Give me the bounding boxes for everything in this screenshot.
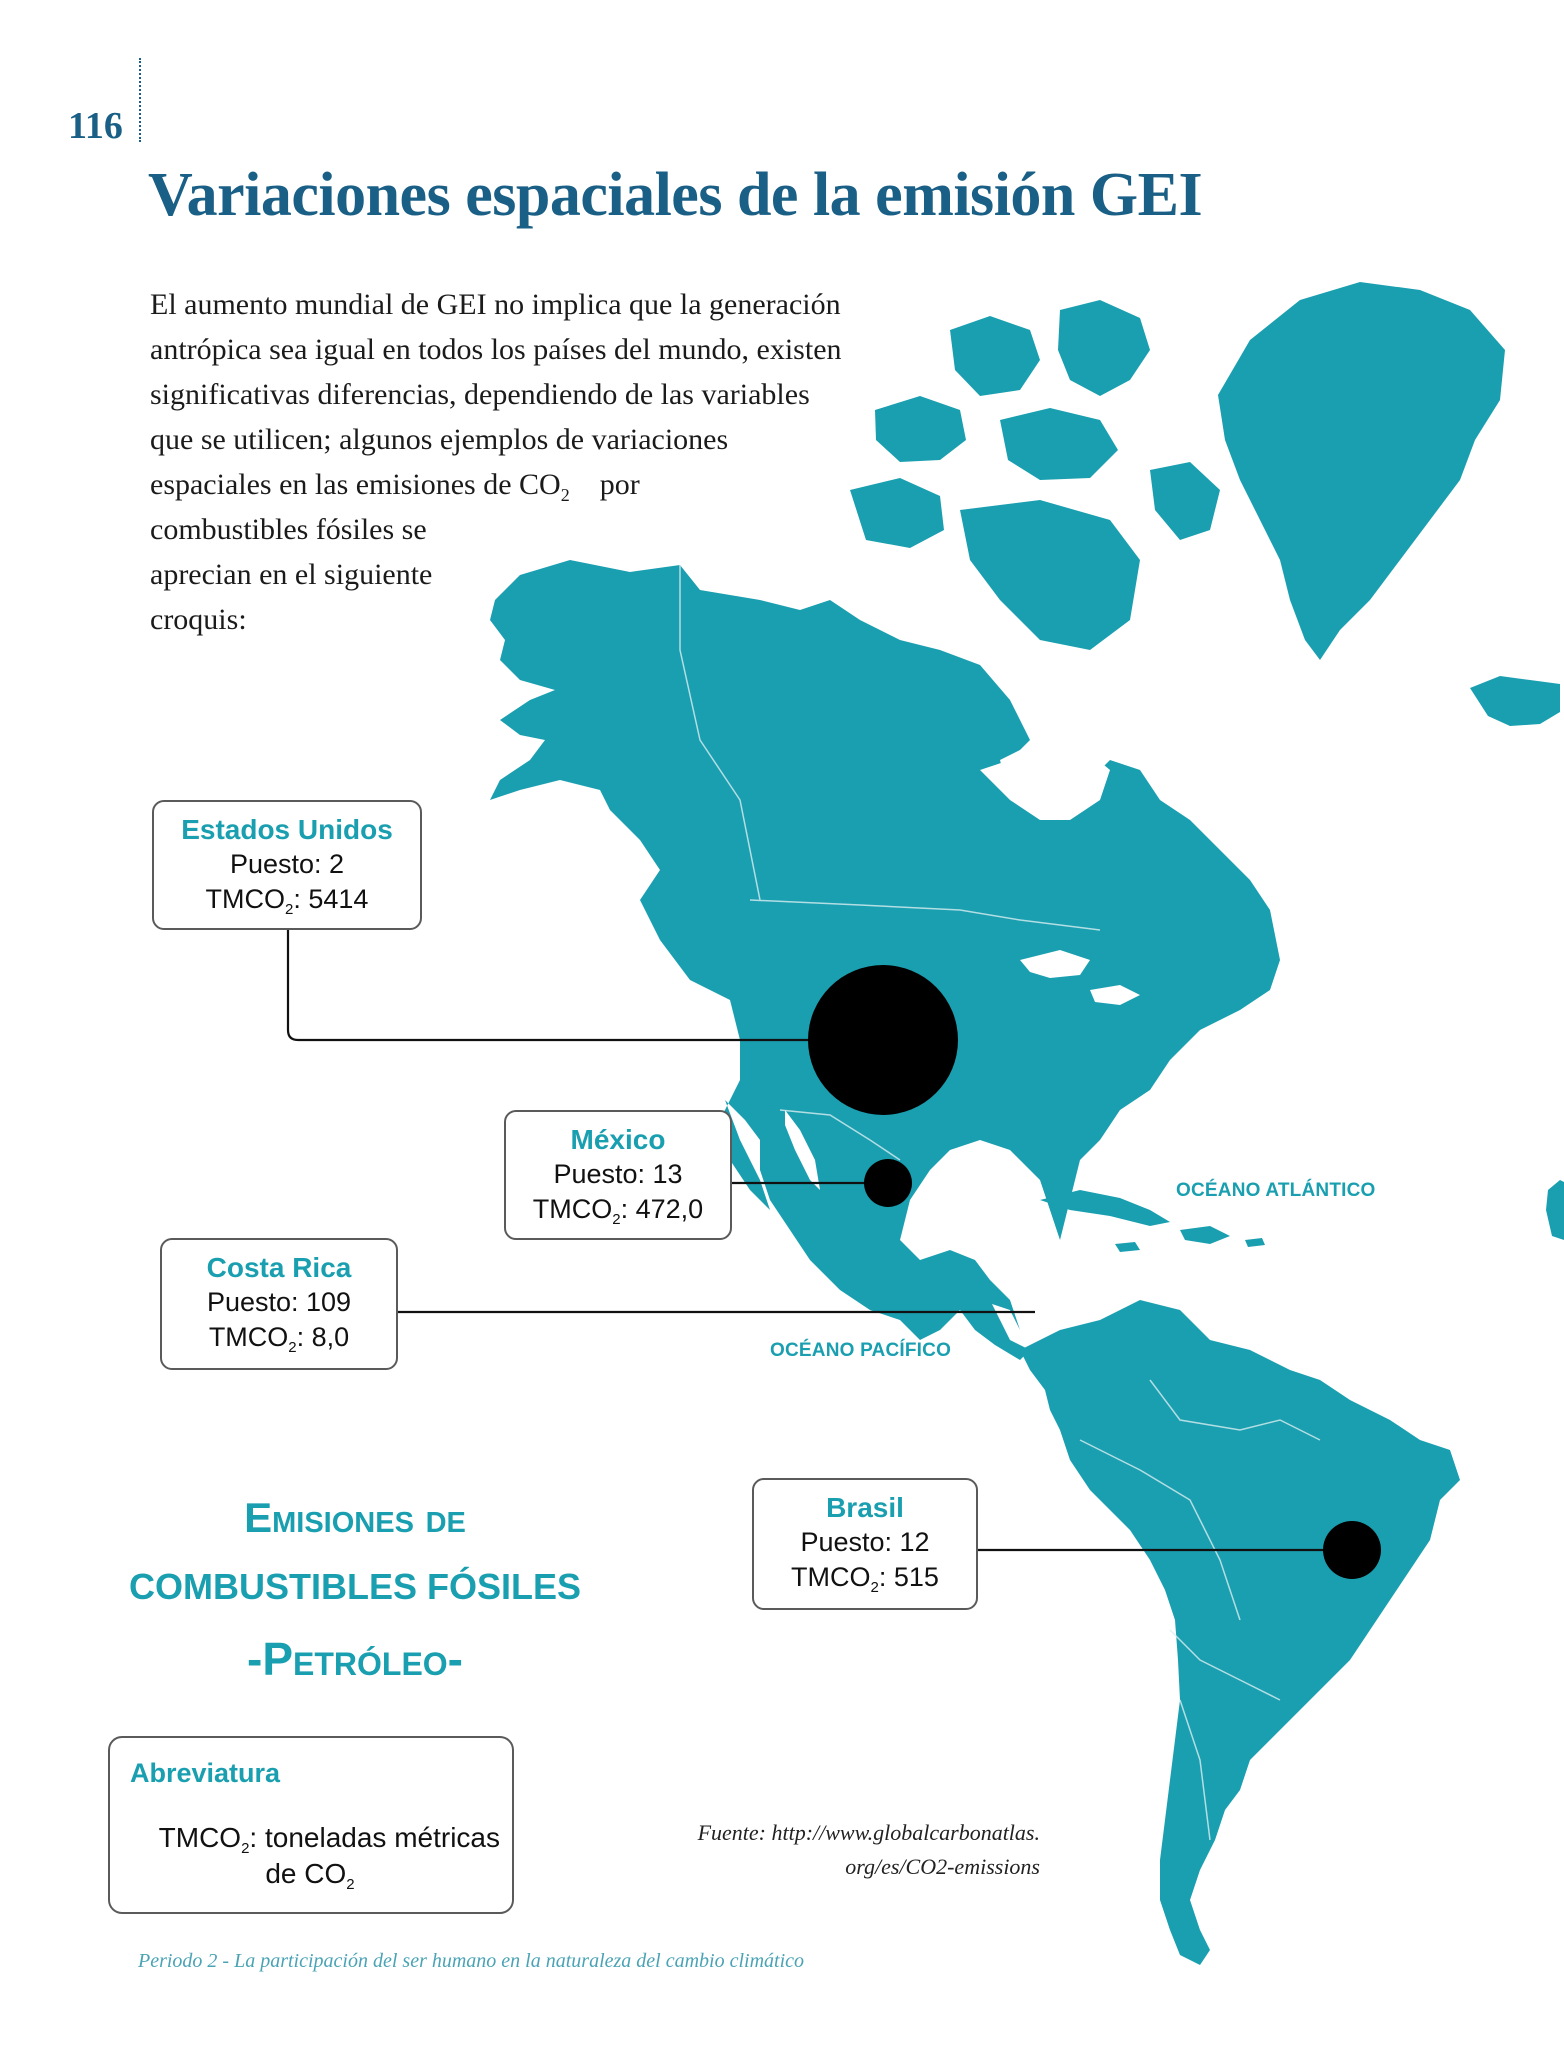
arctic-island [875, 396, 966, 462]
intro-text: por [599, 468, 640, 501]
country-name: Estados Unidos [181, 814, 393, 845]
country-emissions [162, 1320, 396, 1365]
source-citation [698, 1816, 1040, 1884]
source-line: org/es/CO2-emissions [845, 1854, 1040, 1879]
intro-line: significativas diferencias, dependiendo de las variables [150, 378, 810, 411]
metric-value: : 8,0 [296, 1322, 350, 1352]
intro-line: croquis: [150, 603, 247, 636]
metric-value: : 472,0 [620, 1194, 704, 1224]
page-title: Variaciones espaciales de la emisión GEI [148, 161, 1203, 229]
country-box-costa-rica [160, 1238, 398, 1370]
subscript: 2 [560, 485, 570, 505]
intro-line: El aumento mundial de GEI no implica que la generación [150, 288, 841, 321]
intro-text: espaciales en las emisiones de CO [150, 468, 561, 501]
arctic-island [1150, 462, 1220, 540]
page-number: 116 [68, 105, 123, 147]
hispaniola-island [1180, 1226, 1230, 1244]
abbreviation-box [108, 1736, 514, 1914]
country-emissions [154, 882, 420, 927]
abbreviation-title: Abreviatura [130, 1758, 281, 1788]
intro-line: combustibles fósiles se [150, 513, 427, 546]
subscript: 2 [241, 1840, 250, 1857]
page-footer: Periodo 2 - La participación del ser humano en la naturaleza del cambio climático [138, 1950, 805, 1972]
jamaica-island [1115, 1242, 1140, 1252]
arctic-island [1000, 408, 1118, 480]
country-rank: Puesto: 13 [553, 1159, 683, 1189]
intro-line: aprecian en el siguiente [150, 558, 433, 591]
country-box-brazil [752, 1478, 978, 1610]
metric-prefix: TMCO [205, 884, 286, 914]
country-name: Costa Rica [206, 1252, 352, 1283]
arctic-island [1058, 300, 1150, 396]
south-america-landmass [1020, 1300, 1460, 1965]
country-rank: Puesto: 12 [800, 1527, 930, 1557]
puerto-rico-island [1245, 1238, 1265, 1247]
ocean-label-pacific: OCÉANO PACÍFICO [770, 1340, 952, 1361]
marker-mexico [864, 1159, 912, 1207]
subscript: 2 [346, 1876, 355, 1893]
term-prefix: TMCO [158, 1822, 242, 1853]
country-rank: Puesto: 2 [229, 849, 345, 879]
def-prefix: de CO [265, 1858, 347, 1889]
subscript: 2 [870, 1579, 879, 1596]
subscript: 2 [612, 1211, 621, 1228]
arctic-island [950, 316, 1040, 396]
abbreviation-term [130, 1822, 500, 1857]
section-heading-line2: COMBUSTIBLES FÓSILES [128, 1566, 582, 1607]
subscript: 2 [285, 901, 294, 918]
metric-prefix: TMCO [208, 1322, 289, 1352]
term-text: : toneladas métricas [249, 1822, 500, 1853]
ocean-label-atlantic: OCÉANO ATLÁNTICO [1176, 1180, 1376, 1201]
metric-prefix: TMCO [791, 1562, 871, 1592]
country-emissions [754, 1560, 976, 1605]
source-line: Fuente: http://www.globalcarbonatlas. [697, 1820, 1040, 1845]
country-name: México [570, 1124, 666, 1155]
metric-value: : 515 [878, 1562, 939, 1592]
arctic-island [960, 500, 1140, 650]
abbreviation-definition [110, 1858, 510, 1893]
country-name: Brasil [826, 1492, 904, 1523]
marker-usa [808, 965, 958, 1115]
island-fragment [1546, 1180, 1564, 1240]
section-heading-line1: Emisiones de [244, 1494, 466, 1541]
metric-value: : 5414 [293, 884, 369, 914]
arctic-island [850, 478, 944, 548]
greenland-landmass [1218, 282, 1505, 660]
subscript: 2 [288, 1339, 297, 1356]
marker-brazil [1323, 1521, 1381, 1579]
page-number-rule [139, 58, 141, 142]
intro-line: que se utilicen; algunos ejemplos de variaciones [150, 423, 729, 456]
section-heading-line3: -Petróleo- [247, 1633, 463, 1685]
iceland-landmass [1470, 676, 1560, 726]
country-rank: Puesto: 109 [206, 1287, 352, 1317]
intro-line: antrópica sea igual en todos los países del mundo, existen [150, 333, 842, 366]
metric-prefix: TMCO [532, 1194, 613, 1224]
country-box-usa [152, 800, 422, 930]
country-emissions [506, 1192, 730, 1237]
country-box-mexico [504, 1110, 732, 1240]
